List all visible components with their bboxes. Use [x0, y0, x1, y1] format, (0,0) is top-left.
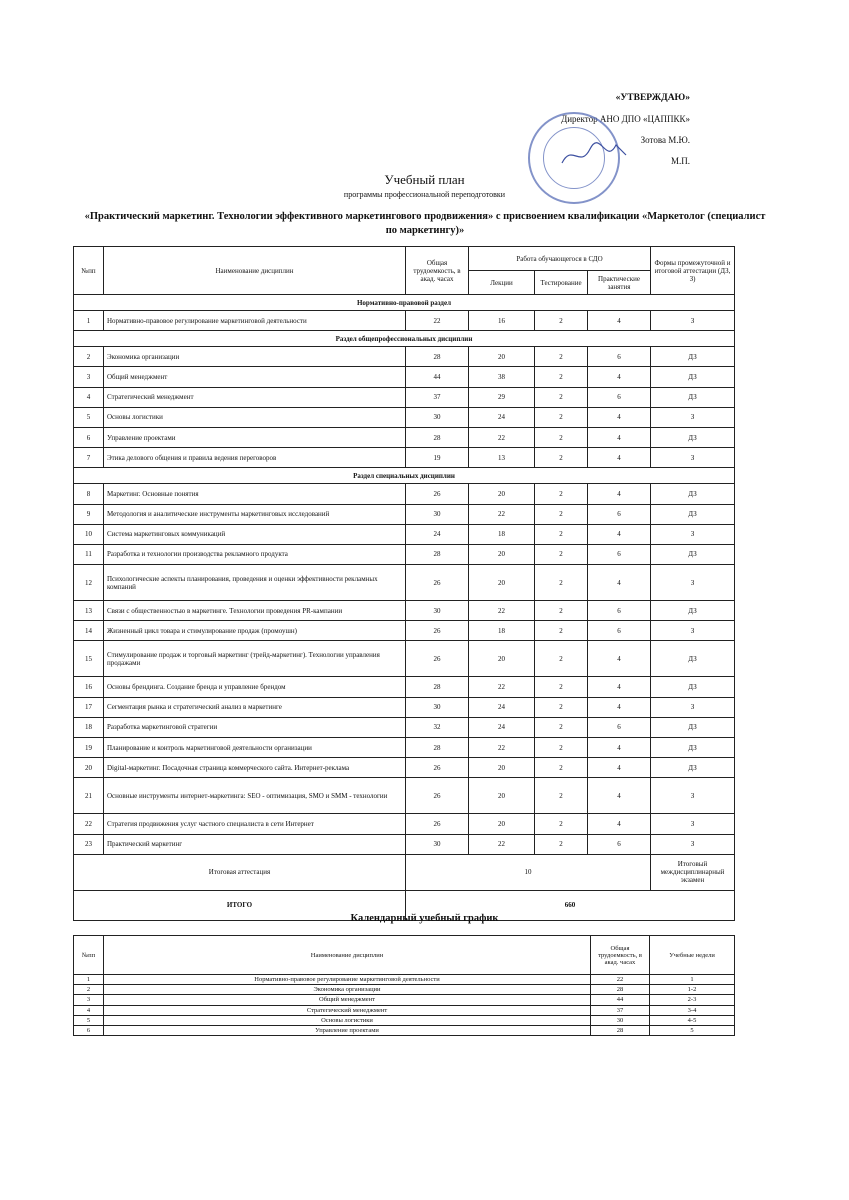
row-form: ДЗ: [651, 544, 735, 564]
table-row: [74, 985, 735, 995]
row-form: З: [651, 697, 735, 717]
row-lectures: 22: [469, 504, 535, 524]
row-name: Основы логистики: [104, 407, 406, 427]
cal-row-num: 2: [74, 985, 104, 995]
table-row: [74, 738, 735, 758]
table-row: [74, 995, 735, 1005]
row-practical: 6: [588, 544, 651, 564]
row-name: Разработка маркетинговой стратегии: [104, 717, 406, 737]
final-form: Итоговый междисциплинарный экзамен: [651, 854, 735, 890]
section-row: [74, 331, 735, 347]
section-title: Раздел специальных дисциплин: [74, 468, 735, 484]
table-row: [74, 641, 735, 677]
cal-row-weeks: 4-5: [650, 1015, 735, 1025]
row-name: Общий менеджмент: [104, 367, 406, 387]
row-form: ДЗ: [651, 387, 735, 407]
row-lectures: 18: [469, 621, 535, 641]
row-lectures: 24: [469, 717, 535, 737]
row-lectures: 22: [469, 601, 535, 621]
row-total: 26: [406, 778, 469, 814]
row-total: 30: [406, 504, 469, 524]
row-num: 8: [74, 484, 104, 504]
row-name: Основы брендинга. Создание бренда и управление брендом: [104, 677, 406, 697]
cal-header-total: Общая трудоемкость, в акад. часах: [591, 936, 650, 975]
table-row: [74, 524, 735, 544]
row-practical: 4: [588, 484, 651, 504]
row-name: Система маркетинговых коммуникаций: [104, 524, 406, 544]
table-row: [74, 407, 735, 427]
table-row: [74, 814, 735, 834]
calendar-header-row: [74, 936, 735, 975]
row-testing: 2: [535, 697, 588, 717]
cal-header-weeks: Учебные недели: [650, 936, 735, 975]
cal-row-name: Основы логистики: [104, 1015, 591, 1025]
row-practical: 4: [588, 407, 651, 427]
cal-row-name: Экономика организации: [104, 985, 591, 995]
row-total: 30: [406, 834, 469, 854]
row-testing: 2: [535, 778, 588, 814]
row-num: 22: [74, 814, 104, 834]
row-num: 11: [74, 544, 104, 564]
curriculum-table: [73, 246, 735, 921]
cal-header-num: №пп: [74, 936, 104, 975]
row-total: 32: [406, 717, 469, 737]
row-lectures: 20: [469, 758, 535, 778]
row-practical: 4: [588, 778, 651, 814]
row-name: Стратегический менеджмент: [104, 387, 406, 407]
cal-row-total: 22: [591, 975, 650, 985]
table-row: [74, 347, 735, 367]
row-name: Стимулирование продаж и торговый маркетинг (трейд-маркетинг). Технологии управления продажами: [104, 641, 406, 677]
header-num: №пп: [74, 247, 104, 295]
header-work: Работа обучающегося в СДО: [469, 247, 651, 271]
row-name: Этика делового общения и правила ведения переговоров: [104, 448, 406, 468]
row-total: 26: [406, 814, 469, 834]
header-testing: Тестирование: [535, 271, 588, 295]
row-lectures: 29: [469, 387, 535, 407]
cal-row-weeks: 5: [650, 1025, 735, 1035]
row-practical: 4: [588, 641, 651, 677]
cal-row-name: Нормативно-правовое регулирование маркетинговой деятельности: [104, 975, 591, 985]
row-num: 3: [74, 367, 104, 387]
cal-row-name: Стратегический менеджмент: [104, 1005, 591, 1015]
cal-row-total: 28: [591, 985, 650, 995]
row-name: Стратегия продвижения услуг частного специалиста в сети Интернет: [104, 814, 406, 834]
row-testing: 2: [535, 621, 588, 641]
calendar-table: [73, 935, 735, 1036]
row-total: 26: [406, 621, 469, 641]
row-form: ДЗ: [651, 427, 735, 447]
row-testing: 2: [535, 601, 588, 621]
table-row: [74, 1025, 735, 1035]
row-practical: 6: [588, 717, 651, 737]
row-total: 30: [406, 407, 469, 427]
header-lectures: Лекции: [469, 271, 535, 295]
row-testing: 2: [535, 565, 588, 601]
row-lectures: 22: [469, 677, 535, 697]
row-num: 16: [74, 677, 104, 697]
row-form: З: [651, 448, 735, 468]
row-num: 19: [74, 738, 104, 758]
cal-row-num: 5: [74, 1015, 104, 1025]
row-form: ДЗ: [651, 484, 735, 504]
row-form: ДЗ: [651, 677, 735, 697]
row-num: 14: [74, 621, 104, 641]
row-name: Практический маркетинг: [104, 834, 406, 854]
row-practical: 6: [588, 387, 651, 407]
table-row: [74, 834, 735, 854]
row-testing: 2: [535, 677, 588, 697]
row-practical: 4: [588, 697, 651, 717]
row-lectures: 20: [469, 778, 535, 814]
row-form: ДЗ: [651, 641, 735, 677]
row-total: 26: [406, 641, 469, 677]
row-total: 28: [406, 738, 469, 758]
row-total: 28: [406, 427, 469, 447]
row-testing: 2: [535, 484, 588, 504]
row-form: З: [651, 565, 735, 601]
row-num: 20: [74, 758, 104, 778]
approval-signatory: Зотова М.Ю.: [640, 135, 690, 145]
cal-row-total: 30: [591, 1015, 650, 1025]
row-total: 24: [406, 524, 469, 544]
table-row: [74, 621, 735, 641]
table-row: [74, 1015, 735, 1025]
row-total: 19: [406, 448, 469, 468]
row-total: 28: [406, 677, 469, 697]
row-practical: 6: [588, 834, 651, 854]
approval-stamp-place: М.П.: [670, 156, 690, 166]
row-form: З: [651, 814, 735, 834]
row-lectures: 20: [469, 641, 535, 677]
row-testing: 2: [535, 504, 588, 524]
row-testing: 2: [535, 407, 588, 427]
row-practical: 4: [588, 814, 651, 834]
row-lectures: 20: [469, 544, 535, 564]
table-row: [74, 367, 735, 387]
row-testing: 2: [535, 311, 588, 331]
row-form: З: [651, 524, 735, 544]
row-num: 17: [74, 697, 104, 717]
row-testing: 2: [535, 641, 588, 677]
row-form: З: [651, 834, 735, 854]
row-testing: 2: [535, 544, 588, 564]
row-lectures: 22: [469, 738, 535, 758]
row-num: 18: [74, 717, 104, 737]
approval-title: «УТВЕРЖДАЮ»: [615, 93, 690, 103]
curriculum-header-row: [74, 247, 735, 271]
header-forms: Формы промежуточной и итоговой аттестации (ДЗ, З): [651, 247, 735, 295]
row-practical: 6: [588, 621, 651, 641]
row-testing: 2: [535, 427, 588, 447]
row-testing: 2: [535, 738, 588, 758]
row-name: Связи с общественностью в маркетинге. Технологии проведения PR-кампании: [104, 601, 406, 621]
table-row: [74, 601, 735, 621]
approval-position: Директор АНО ДПО «ЦАППКК»: [561, 114, 690, 124]
table-row: [74, 677, 735, 697]
section-row: [74, 468, 735, 484]
row-testing: 2: [535, 367, 588, 387]
row-name: Методология и аналитические инструменты маркетинговых исследований: [104, 504, 406, 524]
section-title: Нормативно-правовой раздел: [74, 295, 735, 311]
table-row: [74, 1005, 735, 1015]
row-num: 12: [74, 565, 104, 601]
row-practical: 6: [588, 601, 651, 621]
row-num: 10: [74, 524, 104, 544]
cal-row-weeks: 1: [650, 975, 735, 985]
header-total: Общая трудоемкость, в акад. часах: [406, 247, 469, 295]
row-num: 23: [74, 834, 104, 854]
row-name: Маркетинг. Основные понятия: [104, 484, 406, 504]
row-lectures: 20: [469, 347, 535, 367]
row-lectures: 24: [469, 407, 535, 427]
final-hours: 10: [406, 854, 651, 890]
header-name: Наименование дисциплин: [104, 247, 406, 295]
row-name: Экономика организации: [104, 347, 406, 367]
row-name: Жизненный цикл товара и стимулирование продаж (промоушн): [104, 621, 406, 641]
row-name: Основные инструменты интернет-маркетинга: SEO - оптимизация, SMO и SMM - технологии: [104, 778, 406, 814]
table-row: [74, 427, 735, 447]
row-name: Управление проектами: [104, 427, 406, 447]
calendar-title: Календарный учебный график: [350, 913, 499, 924]
cal-row-total: 37: [591, 1005, 650, 1015]
cal-row-weeks: 2-3: [650, 995, 735, 1005]
row-name: Нормативно-правовое регулирование маркетинговой деятельности: [104, 311, 406, 331]
header-practical: Практические занятия: [588, 271, 651, 295]
section-row: [74, 295, 735, 311]
row-lectures: 20: [469, 814, 535, 834]
row-total: 44: [406, 367, 469, 387]
table-row: [74, 717, 735, 737]
table-row: [74, 484, 735, 504]
row-form: ДЗ: [651, 758, 735, 778]
table-row: [74, 504, 735, 524]
row-testing: 2: [535, 834, 588, 854]
cal-row-name: Общий менеджмент: [104, 995, 591, 1005]
row-total: 28: [406, 544, 469, 564]
cal-row-num: 6: [74, 1025, 104, 1035]
row-testing: 2: [535, 758, 588, 778]
row-form: З: [651, 407, 735, 427]
table-row: [74, 975, 735, 985]
row-form: З: [651, 621, 735, 641]
final-attestation-row: [74, 854, 735, 890]
cal-row-weeks: 1-2: [650, 985, 735, 995]
row-form: ДЗ: [651, 601, 735, 621]
cal-row-weeks: 3-4: [650, 1005, 735, 1015]
row-practical: 4: [588, 758, 651, 778]
cal-header-name: Наименование дисциплин: [104, 936, 591, 975]
row-form: З: [651, 778, 735, 814]
final-label: Итоговая аттестация: [74, 854, 406, 890]
row-num: 5: [74, 407, 104, 427]
document-subtitle: программы профессиональной переподготовки: [343, 190, 506, 199]
row-testing: 2: [535, 814, 588, 834]
row-total: 30: [406, 601, 469, 621]
row-practical: 6: [588, 504, 651, 524]
signature-icon: [560, 135, 630, 175]
table-row: [74, 778, 735, 814]
row-lectures: 20: [469, 565, 535, 601]
row-num: 13: [74, 601, 104, 621]
row-lectures: 16: [469, 311, 535, 331]
row-num: 9: [74, 504, 104, 524]
row-total: 28: [406, 347, 469, 367]
total-hours: 660: [406, 890, 735, 920]
row-form: ДЗ: [651, 367, 735, 387]
table-row: [74, 697, 735, 717]
table-row: [74, 758, 735, 778]
row-num: 7: [74, 448, 104, 468]
row-name: Психологические аспекты планирования, проведения и оценки эффективности рекламных компаний: [104, 565, 406, 601]
row-name: Сегментация рынка и стратегический анализ в маркетинге: [104, 697, 406, 717]
row-practical: 4: [588, 738, 651, 758]
row-lectures: 22: [469, 834, 535, 854]
row-testing: 2: [535, 524, 588, 544]
row-lectures: 20: [469, 484, 535, 504]
row-total: 26: [406, 565, 469, 601]
row-form: ДЗ: [651, 738, 735, 758]
row-name: Планирование и контроль маркетинговой деятельности организации: [104, 738, 406, 758]
row-total: 26: [406, 758, 469, 778]
section-title: Раздел общепрофессиональных дисциплин: [74, 331, 735, 347]
cal-row-num: 1: [74, 975, 104, 985]
row-practical: 4: [588, 524, 651, 544]
row-practical: 4: [588, 565, 651, 601]
document-title: Учебный план: [384, 172, 465, 187]
row-lectures: 18: [469, 524, 535, 544]
row-total: 22: [406, 311, 469, 331]
row-lectures: 22: [469, 427, 535, 447]
row-practical: 6: [588, 347, 651, 367]
cal-row-total: 28: [591, 1025, 650, 1035]
row-form: З: [651, 311, 735, 331]
row-num: 1: [74, 311, 104, 331]
cal-row-num: 4: [74, 1005, 104, 1015]
row-form: ДЗ: [651, 504, 735, 524]
table-row: [74, 311, 735, 331]
row-num: 15: [74, 641, 104, 677]
row-practical: 4: [588, 677, 651, 697]
row-practical: 4: [588, 427, 651, 447]
row-num: 2: [74, 347, 104, 367]
cal-row-total: 44: [591, 995, 650, 1005]
row-testing: 2: [535, 717, 588, 737]
row-lectures: 24: [469, 697, 535, 717]
table-row: [74, 544, 735, 564]
row-practical: 4: [588, 367, 651, 387]
table-row: [74, 565, 735, 601]
total-label: ИТОГО: [74, 890, 406, 920]
cal-row-num: 3: [74, 995, 104, 1005]
row-form: ДЗ: [651, 717, 735, 737]
row-total: 37: [406, 387, 469, 407]
row-total: 30: [406, 697, 469, 717]
row-testing: 2: [535, 347, 588, 367]
row-name: Разработка и технологии производства рекламного продукта: [104, 544, 406, 564]
row-testing: 2: [535, 448, 588, 468]
cal-row-name: Управление проектами: [104, 1025, 591, 1035]
row-lectures: 13: [469, 448, 535, 468]
row-num: 6: [74, 427, 104, 447]
program-title: «Практический маркетинг. Технологии эффективного маркетингового продвижения» с присвоением квалификации «Маркетолог (специалист по маркетингу)»: [84, 211, 766, 236]
table-row: [74, 448, 735, 468]
row-num: 21: [74, 778, 104, 814]
row-practical: 4: [588, 311, 651, 331]
row-testing: 2: [535, 387, 588, 407]
row-form: ДЗ: [651, 347, 735, 367]
row-name: Digital-маркетинг. Посадочная страница коммерческого сайта. Интернет-реклама: [104, 758, 406, 778]
row-practical: 4: [588, 448, 651, 468]
row-num: 4: [74, 387, 104, 407]
row-lectures: 38: [469, 367, 535, 387]
row-total: 26: [406, 484, 469, 504]
table-row: [74, 387, 735, 407]
